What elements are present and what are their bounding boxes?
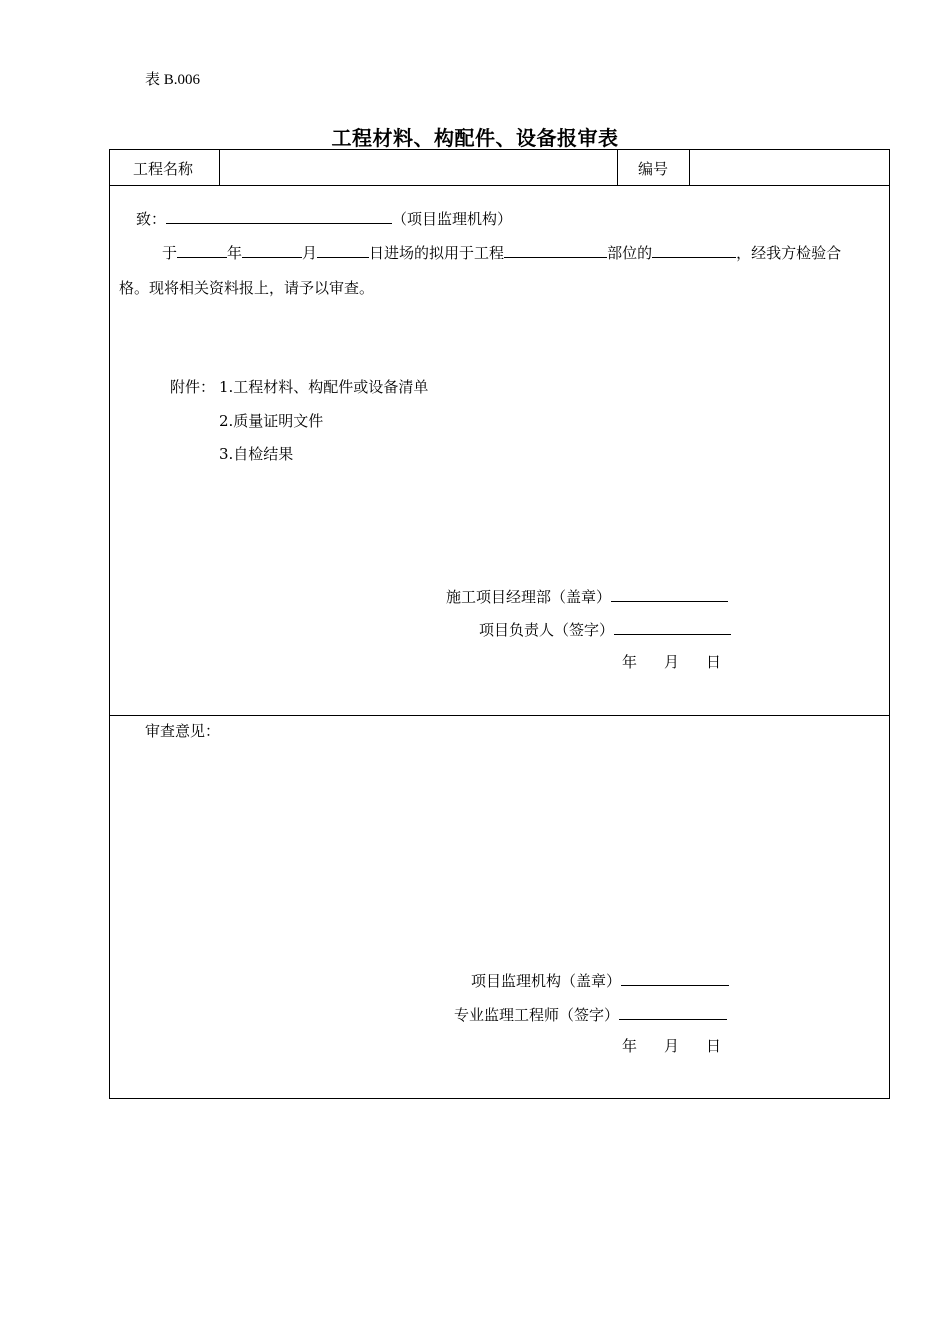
project-part-blank[interactable] [504, 240, 607, 258]
seal-blank[interactable] [621, 968, 729, 986]
signature-label: 项目负责人（签字） [479, 621, 615, 639]
date-year: 年 [622, 653, 638, 671]
day-text: 日进场的拟用于工程 [369, 244, 505, 262]
signature-blank[interactable] [614, 617, 731, 635]
entry-line [162, 240, 841, 263]
signature-label: 专业监理工程师（签字） [454, 1006, 620, 1024]
page-title: 工程材料、构配件、设备报审表 [331, 126, 619, 150]
entry-line-2: 格。现将相关资料报上，请予以审查。 [119, 279, 375, 297]
date-year: 年 [622, 1037, 638, 1055]
project-name-label: 工程名称 [133, 160, 194, 178]
header-divider [689, 149, 690, 186]
attachments-label: 附件： [170, 378, 216, 396]
date-month: 月 [664, 653, 680, 671]
form-code: 表 B.006 [145, 72, 201, 88]
seal-blank[interactable] [611, 584, 728, 602]
attachment-item: 3.自检结果 [219, 445, 294, 463]
part-text: 部位的 [607, 244, 653, 262]
engineer-sign-line [454, 1002, 727, 1025]
header-row-divider [109, 185, 890, 186]
addressee-line [136, 206, 512, 229]
number-label: 编号 [638, 160, 669, 178]
material-blank[interactable] [652, 240, 736, 258]
seal-label: 施工项目经理部（盖章） [446, 588, 612, 606]
project-name-field[interactable] [224, 158, 612, 178]
review-label: 审查意见： [145, 722, 221, 740]
line-end-text: ，经我方检验合 [736, 244, 842, 262]
signature-blank[interactable] [619, 1002, 727, 1020]
date-day: 日 [706, 1037, 722, 1055]
date-day: 日 [706, 653, 722, 671]
year-text: 年 [227, 244, 243, 262]
contractor-seal-line [446, 584, 728, 607]
yu-text: 于 [162, 244, 178, 262]
month-text: 月 [302, 244, 318, 262]
to-prefix: 致： [136, 210, 167, 228]
header-divider [617, 149, 618, 186]
supervisor-seal-line [471, 968, 729, 991]
addressee-blank[interactable] [166, 206, 392, 224]
header-divider [219, 149, 220, 186]
month-blank[interactable] [242, 240, 302, 258]
to-suffix: （项目监理机构） [392, 210, 513, 228]
year-blank[interactable] [177, 240, 227, 258]
attachment-item: 1.工程材料、构配件或设备清单 [219, 378, 429, 396]
attachment-item: 2.质量证明文件 [219, 412, 324, 430]
date-month: 月 [664, 1037, 680, 1055]
section-divider [109, 715, 890, 716]
number-field[interactable] [694, 158, 884, 178]
seal-label: 项目监理机构（盖章） [471, 972, 622, 990]
day-blank[interactable] [317, 240, 369, 258]
contractor-sign-line [479, 617, 731, 640]
